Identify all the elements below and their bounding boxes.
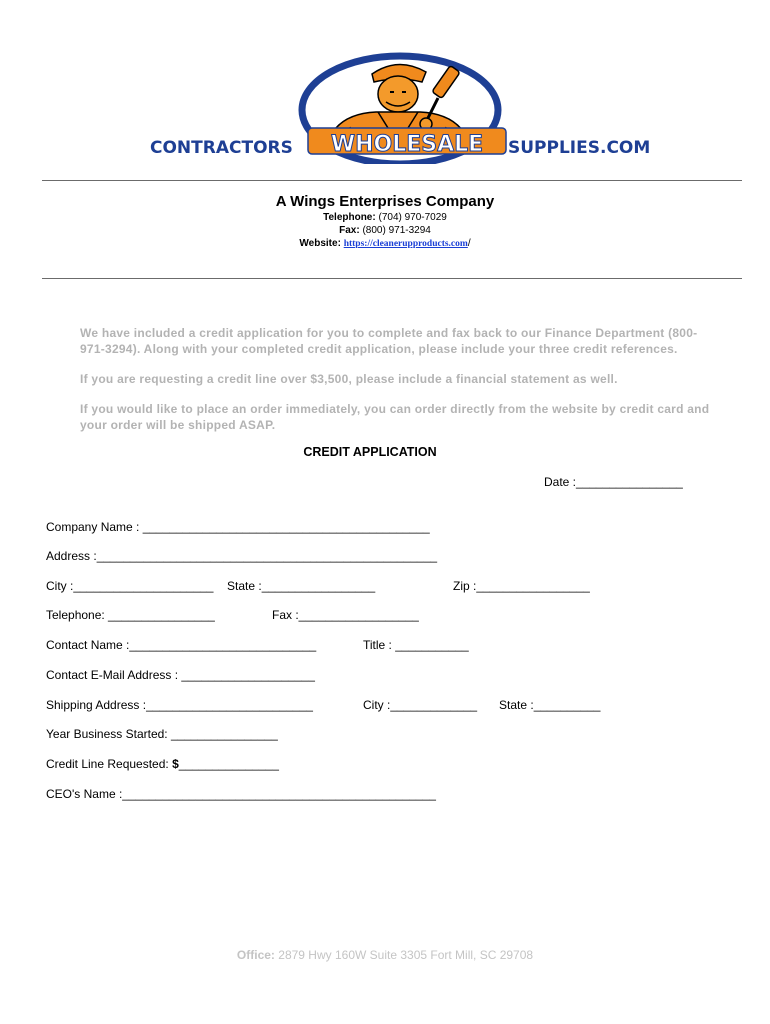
year-started-field[interactable]: Year Business Started: ________________ xyxy=(46,727,278,741)
company-title: A Wings Enterprises Company xyxy=(275,193,495,210)
ceo-name-field[interactable]: CEO's Name :_______________________________________________ xyxy=(46,787,436,801)
fax-line xyxy=(0,225,770,236)
telephone-value: (704) 970-7029 xyxy=(378,212,447,223)
website-label: Website: xyxy=(299,238,341,249)
credit-line-field[interactable] xyxy=(46,757,279,771)
credit-line-blank: _______________ xyxy=(178,757,279,771)
contact-email-field[interactable]: Contact E-Mail Address : ____________________ xyxy=(46,668,315,682)
fax-field[interactable]: Fax :__________________ xyxy=(272,608,419,622)
logo-word-right: SUPPLIES.COM xyxy=(508,138,650,158)
header-divider-top xyxy=(42,180,742,181)
intro-paragraph-3: If you would like to place an order immediately, you can order directly from the website by credit card and your order will be shipped ASAP. xyxy=(80,402,710,432)
date-field[interactable]: Date :________________ xyxy=(544,475,683,489)
dollar-sign: $ xyxy=(172,757,179,771)
office-label: Office: xyxy=(236,948,275,962)
fax-label: Fax: xyxy=(339,225,360,236)
title-field[interactable]: Title : ___________ xyxy=(363,638,469,652)
shipping-state-field[interactable]: State :__________ xyxy=(499,698,601,712)
intro-paragraph-2: If you are requesting a credit line over $3,500, please include a financial statement as well. xyxy=(80,372,618,386)
company-logo xyxy=(150,52,650,164)
website-line xyxy=(0,238,770,249)
header-divider-bottom xyxy=(42,278,742,279)
state-field[interactable]: State :_________________ xyxy=(227,579,376,593)
shipping-city-field[interactable]: City :_____________ xyxy=(363,698,478,712)
telephone-field[interactable]: Telephone: ________________ xyxy=(46,608,215,622)
form-title: CREDIT APPLICATION xyxy=(303,445,437,459)
office-address: 2879 Hwy 160W Suite 3305 Fort Mill, SC 29708 xyxy=(278,948,534,962)
telephone-label: Telephone: xyxy=(323,212,376,223)
office-footer xyxy=(0,948,770,962)
logo-word-left: CONTRACTORS xyxy=(150,138,293,158)
website-slash: / xyxy=(467,238,471,249)
address-field[interactable]: Address :___________________________________________________ xyxy=(46,549,438,563)
city-field[interactable]: City :_____________________ xyxy=(46,579,214,593)
logo-word-mid: WHOLESALE xyxy=(330,132,484,157)
website-link[interactable]: https://cleanerupproducts.com xyxy=(343,239,468,249)
telephone-line xyxy=(0,212,770,223)
intro-paragraph-1: We have included a credit application for you to complete and fax back to our Finance Department (800-971-3294). Along with your completed credit application, please include your three credit references. xyxy=(80,326,698,356)
fax-value: (800) 971-3294 xyxy=(362,225,431,236)
contact-name-field[interactable]: Contact Name :____________________________ xyxy=(46,638,317,652)
shipping-address-field[interactable]: Shipping Address :_________________________ xyxy=(46,698,313,712)
credit-line-label: Credit Line Requested: xyxy=(46,757,173,771)
zip-field[interactable]: Zip :_________________ xyxy=(453,579,590,593)
company-name-field[interactable]: Company Name : ___________________________________________ xyxy=(46,520,430,534)
